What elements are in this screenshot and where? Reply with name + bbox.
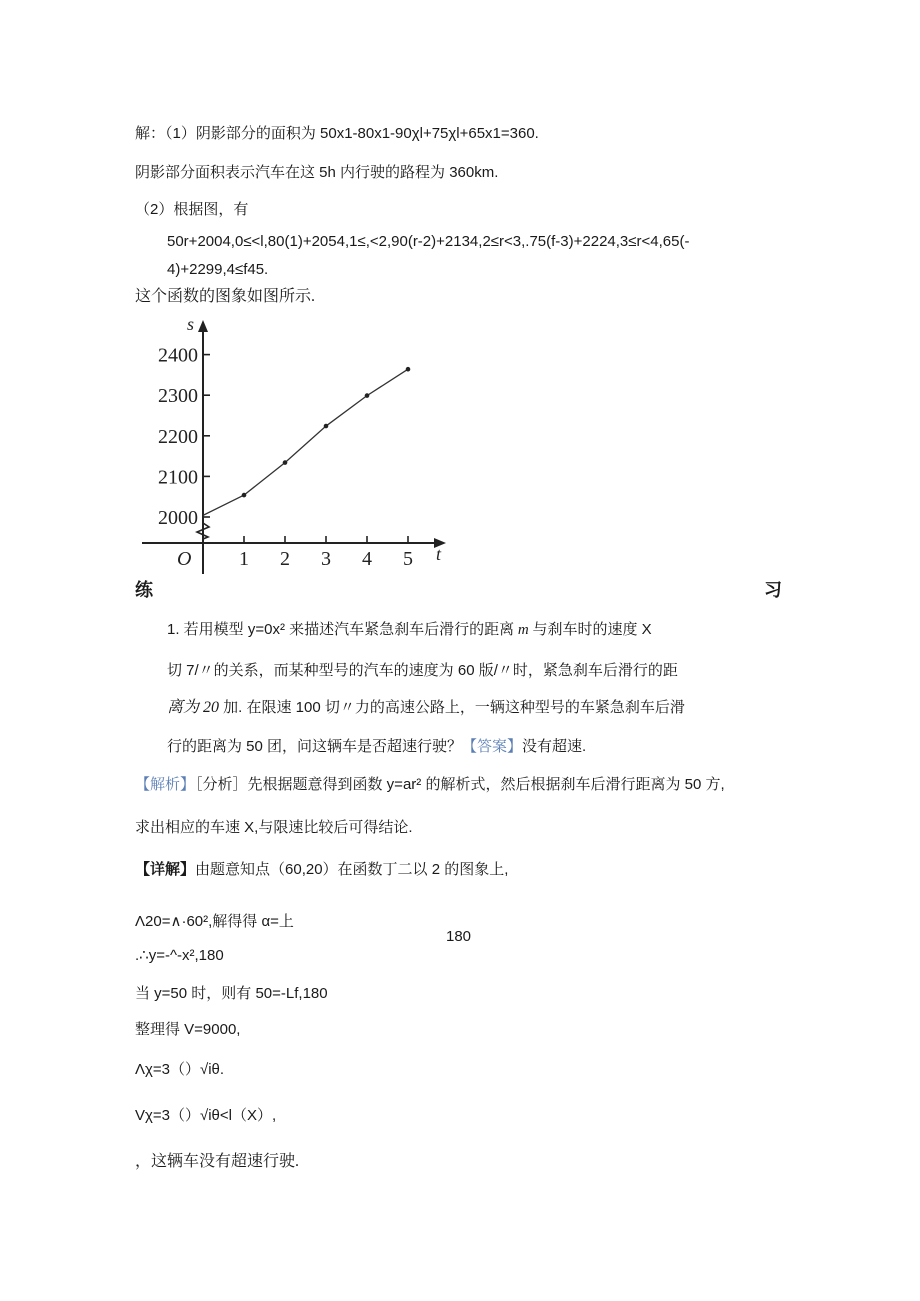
y-tick-label: 2400 xyxy=(158,344,198,367)
variable-m: m xyxy=(514,622,533,638)
data-line xyxy=(203,369,408,515)
answer-text: 没有超速. xyxy=(522,738,587,755)
y-tick-label: 2200 xyxy=(158,425,198,448)
solution-line-3: （2）根据图，有 xyxy=(135,201,249,218)
equation-line-5: Λχ=3（）√iθ. xyxy=(135,1061,225,1078)
question-line-4 xyxy=(167,737,586,757)
x-tick-label: 5 xyxy=(403,548,413,570)
equation-line-4: 整理得 V=9000, xyxy=(135,1021,241,1038)
y-axis-arrow xyxy=(198,320,208,332)
equation-line-2: .∴y=-^-x²,180 xyxy=(135,947,224,964)
x-tick-label: 2 xyxy=(280,548,290,570)
equation-line-1-denominator: 180 xyxy=(446,928,472,945)
equation-line-1: Λ20=∧·60²,解得得 α=上 xyxy=(135,913,294,930)
x-tick-label: 3 xyxy=(321,548,331,570)
conclusion-line: ，这辆车没有超速行驶. xyxy=(135,1153,300,1170)
distance-time-chart xyxy=(130,312,450,580)
x-tick-label: 1 xyxy=(239,548,249,570)
data-point xyxy=(406,367,411,372)
equation-line-6: Vχ=3（）√iθ<l（X）, xyxy=(135,1107,277,1124)
y-tick-label: 2300 xyxy=(158,385,198,408)
data-point xyxy=(324,424,329,429)
question-line-1-text: 1. 若用模型 y=0x² 来描述汽车紧急刹车后滑行的距离 xyxy=(167,621,515,638)
data-point xyxy=(365,393,370,398)
data-point xyxy=(283,460,288,465)
y-tick-label: 2000 xyxy=(158,507,198,529)
question-line-3-rest: 加. 在限速 100 切〃力的高速公路上，一辆这种型号的车紧急刹车后滑 xyxy=(219,699,685,716)
y-axis-label: s xyxy=(187,314,195,334)
answer-tag: 【答案】 xyxy=(462,738,523,755)
piecewise-line-1: 50r+2004,0≤<l,80(1)+2054,1≤,<2,90(r-2)+2134,2≤r<3,.75(f-3)+2224,3≤r<4,65(- xyxy=(167,233,690,250)
origin-label: O xyxy=(177,548,192,570)
data-point xyxy=(242,493,247,498)
exercise-heading-left: 练 xyxy=(135,580,153,600)
analysis-line-1 xyxy=(135,775,725,795)
analysis-line-2: 求出相应的车速 X,与限速比较后可得结论. xyxy=(135,819,413,836)
question-line-1 xyxy=(167,620,652,640)
graph-caption: 这个函数的图象如图所示. xyxy=(135,288,316,305)
analysis-text: ［分析］先根据题意得到函数 y=ar² 的解析式，然后根据刹车后滑行距离为 50 方, xyxy=(195,776,725,793)
question-line-3 xyxy=(167,698,685,718)
x-tick-label: 4 xyxy=(362,548,372,570)
piecewise-line-2: 4)+2299,4≤f45. xyxy=(167,261,269,278)
x-axis-label: t xyxy=(436,544,442,564)
detail-text: 由题意知点（60,20）在函数丁二以 2 的图象上, xyxy=(195,861,509,878)
question-line-2: 切 7/〃的关系，而某种型号的汽车的速度为 60 版/〃时，紧急刹车后滑行的距 xyxy=(167,662,678,679)
question-line-1-tail: 与刹车时的速度 X xyxy=(532,621,652,638)
solution-line-1: 解：（1）阴影部分的面积为 50x1-80x1-90χl+75χl+65x1=360. xyxy=(135,125,539,142)
analysis-tag: 【解析】 xyxy=(135,776,196,793)
solution-line-2: 阴影部分面积表示汽车在这 5h 内行驶的路程为 360km. xyxy=(135,164,499,181)
detail-line xyxy=(135,860,508,880)
y-tick-label: 2100 xyxy=(158,466,198,489)
equation-line-3: 当 y=50 时，则有 50=-Lf,180 xyxy=(135,985,328,1002)
exercise-heading-right: 习 xyxy=(764,580,782,600)
question-line-4-text: 行的距离为 50 团，问这辆车是否超速行驶？ xyxy=(167,738,463,755)
detail-tag: 【详解】 xyxy=(135,861,196,878)
question-line-3-italic: 离为 20 xyxy=(167,699,220,716)
